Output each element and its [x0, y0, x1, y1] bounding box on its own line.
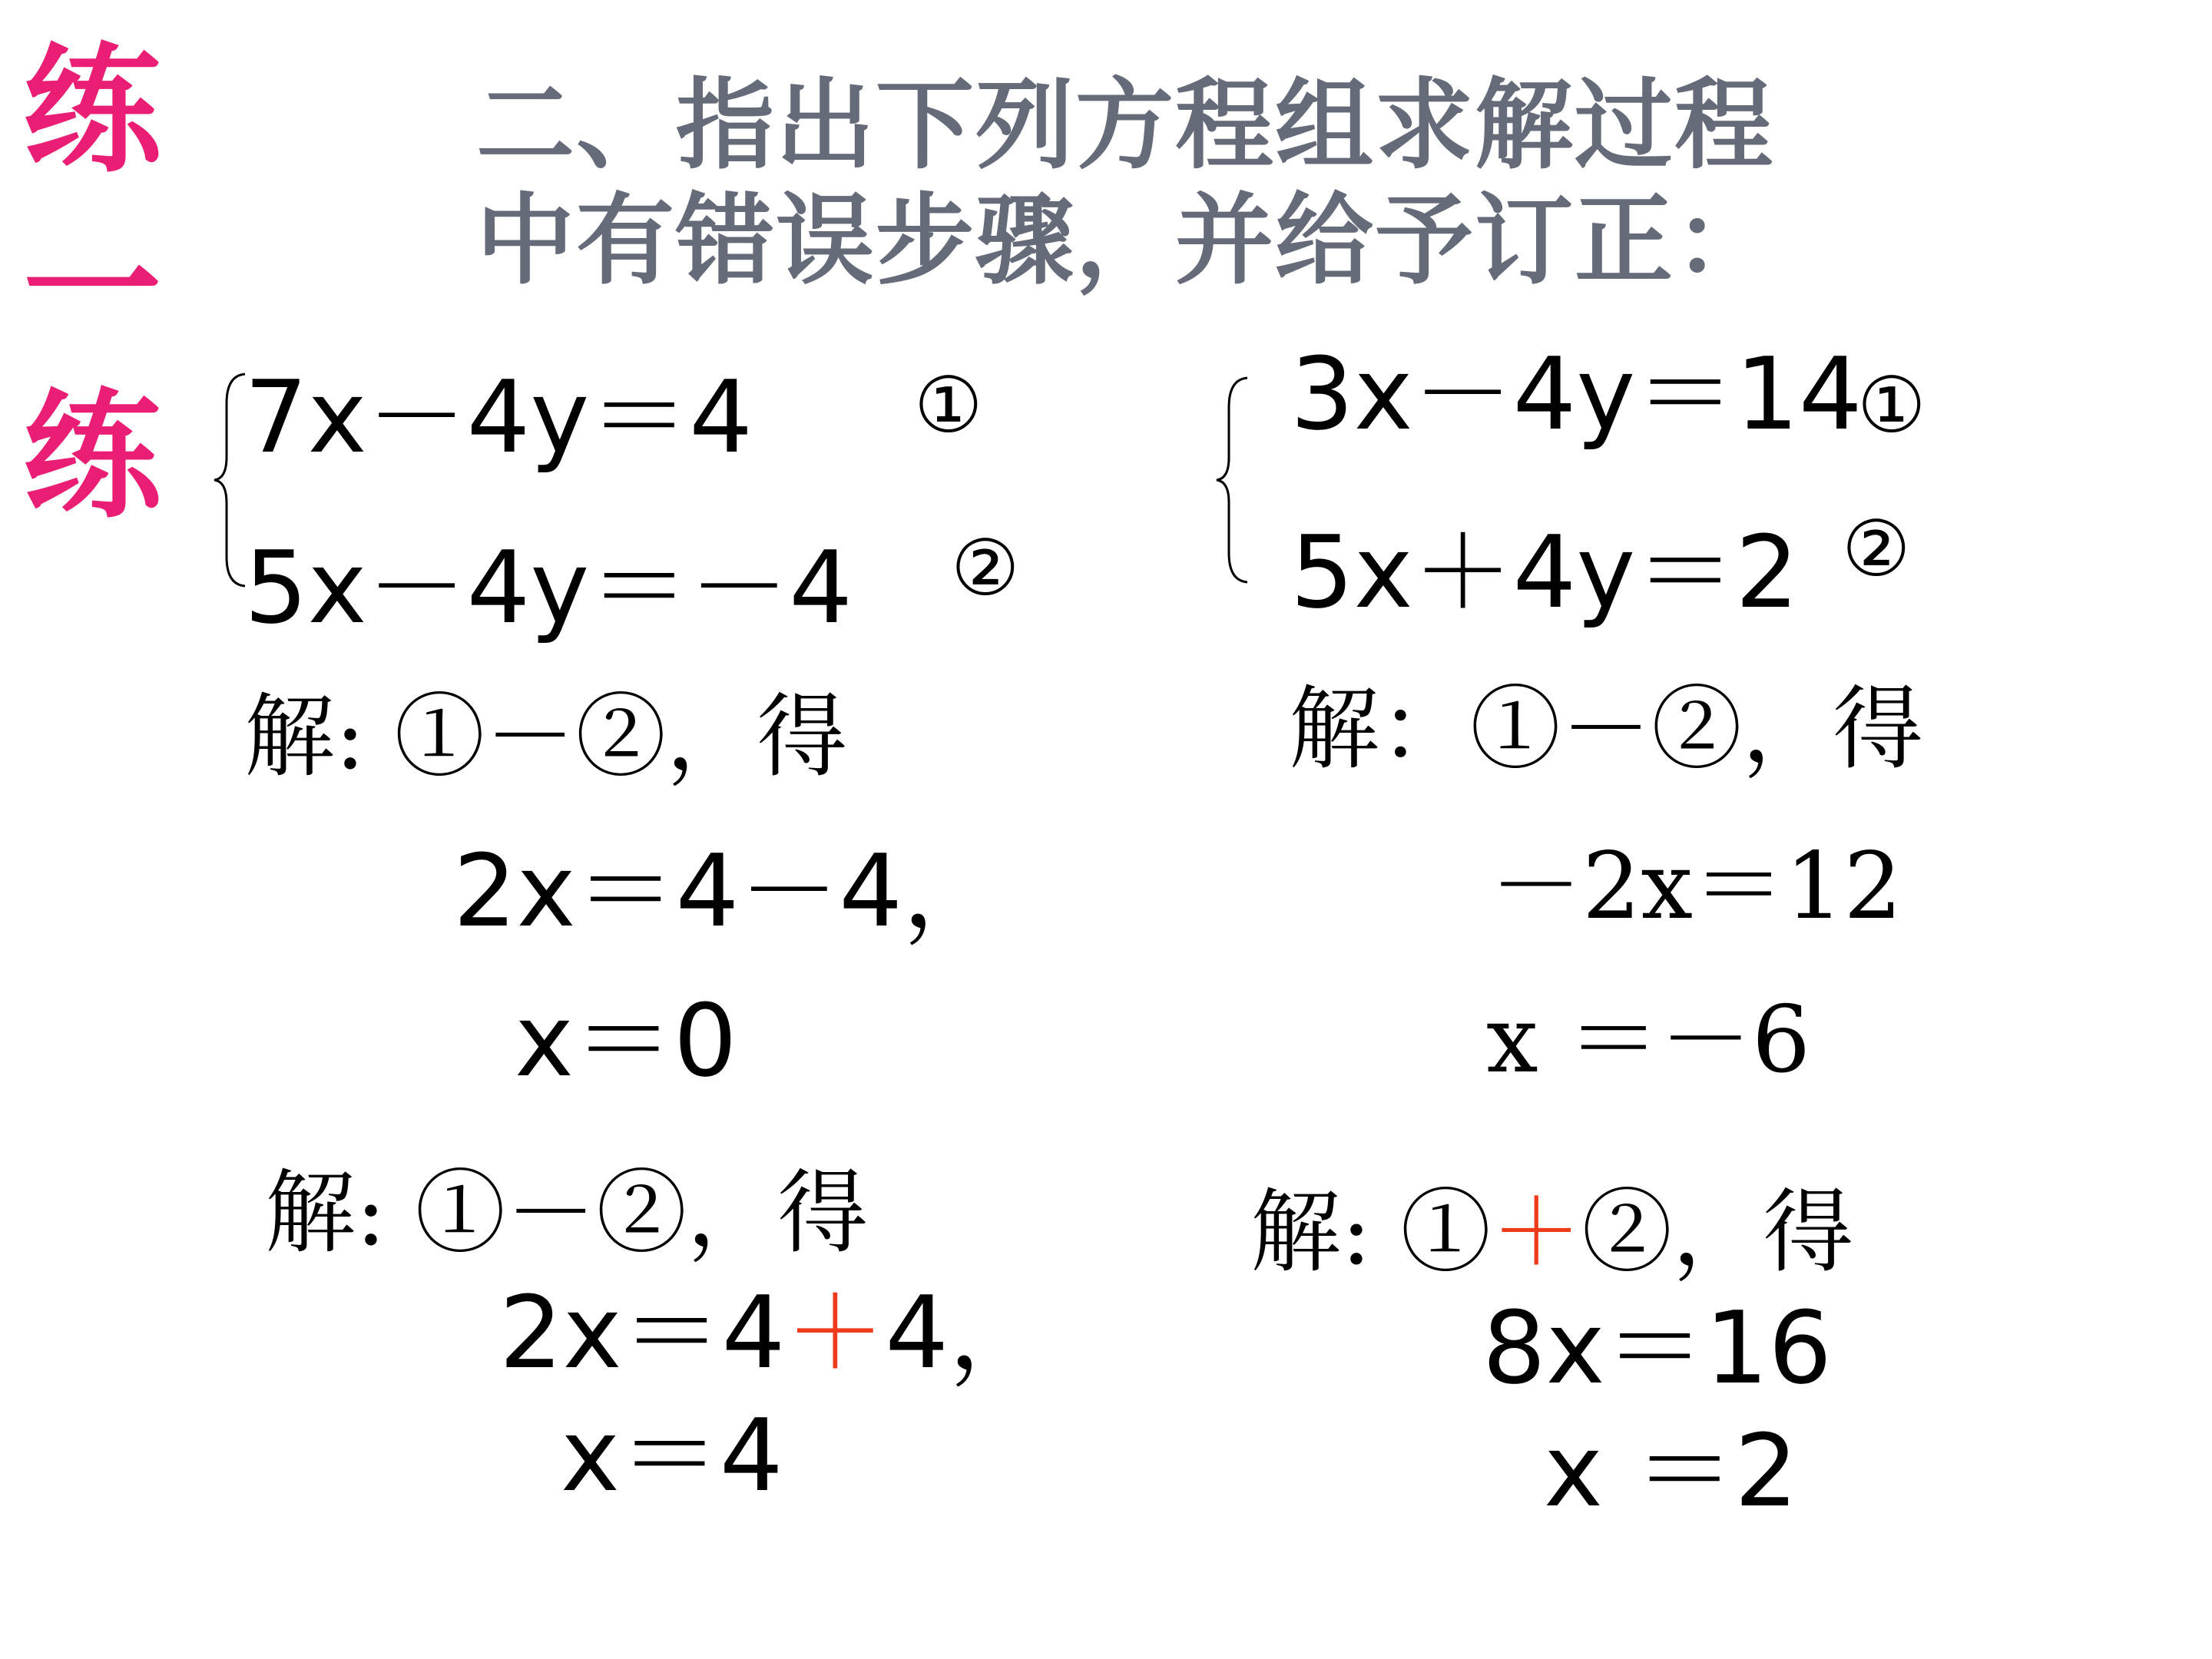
- right-fix-step: [1250, 1179, 1854, 1285]
- right-wrong-step: 解：①－②，得: [1289, 676, 1924, 782]
- right-equation-1: 3x－4y＝14: [1290, 336, 1863, 452]
- left-equation-1-mark: ①: [914, 360, 983, 450]
- left-equation-1: 7x－4y＝4: [244, 359, 753, 475]
- right-fix-step-part-b: ②，得: [1581, 1179, 1854, 1285]
- right-fix-correction-plus: ＋: [1491, 1179, 1582, 1285]
- left-wrong-line-2: x＝0: [515, 982, 737, 1099]
- left-fix-step: 解: ①－②，得: [265, 1160, 869, 1266]
- side-title-char-2: 一: [23, 211, 162, 372]
- right-fix-line-1: 8x＝16: [1482, 1290, 1833, 1406]
- right-wrong-line-1: －2x＝12: [1490, 833, 1902, 940]
- left-fix-line-1-part-a: 2x＝4: [499, 1274, 786, 1391]
- left-wrong-step: 解: ①－②，得: [244, 684, 848, 790]
- side-title-char-1: 练: [23, 31, 162, 191]
- right-system-brace: [1221, 376, 1252, 584]
- left-fix-line-2: x＝4: [561, 1397, 783, 1514]
- left-fix-correction-plus: ＋: [785, 1274, 886, 1391]
- left-equation-2: 5x－4y＝－4: [244, 529, 853, 646]
- left-fix-line-1: [499, 1274, 1049, 1391]
- left-fix-line-1-part-b: 4，: [885, 1274, 1049, 1391]
- left-equation-2-mark: ②: [951, 523, 1020, 613]
- right-fix-step-part-a: 解: ①: [1250, 1179, 1492, 1285]
- heading-line-2: 中有错误步骤，并给予订正：: [476, 184, 1775, 298]
- side-title-char-3: 练: [23, 376, 162, 537]
- right-fix-line-2: x ＝2: [1544, 1412, 1798, 1529]
- right-equation-1-mark: ①: [1857, 360, 1926, 450]
- right-equation-2-mark: ②: [1842, 504, 1911, 594]
- heading-line-1: 二、指出下列方程组求解过程: [476, 68, 1775, 183]
- left-wrong-line-1: 2x＝4－4，: [453, 833, 1003, 949]
- right-wrong-line-2: x ＝－6: [1486, 987, 1811, 1094]
- right-equation-2: 5x＋4y＝2: [1290, 514, 1799, 631]
